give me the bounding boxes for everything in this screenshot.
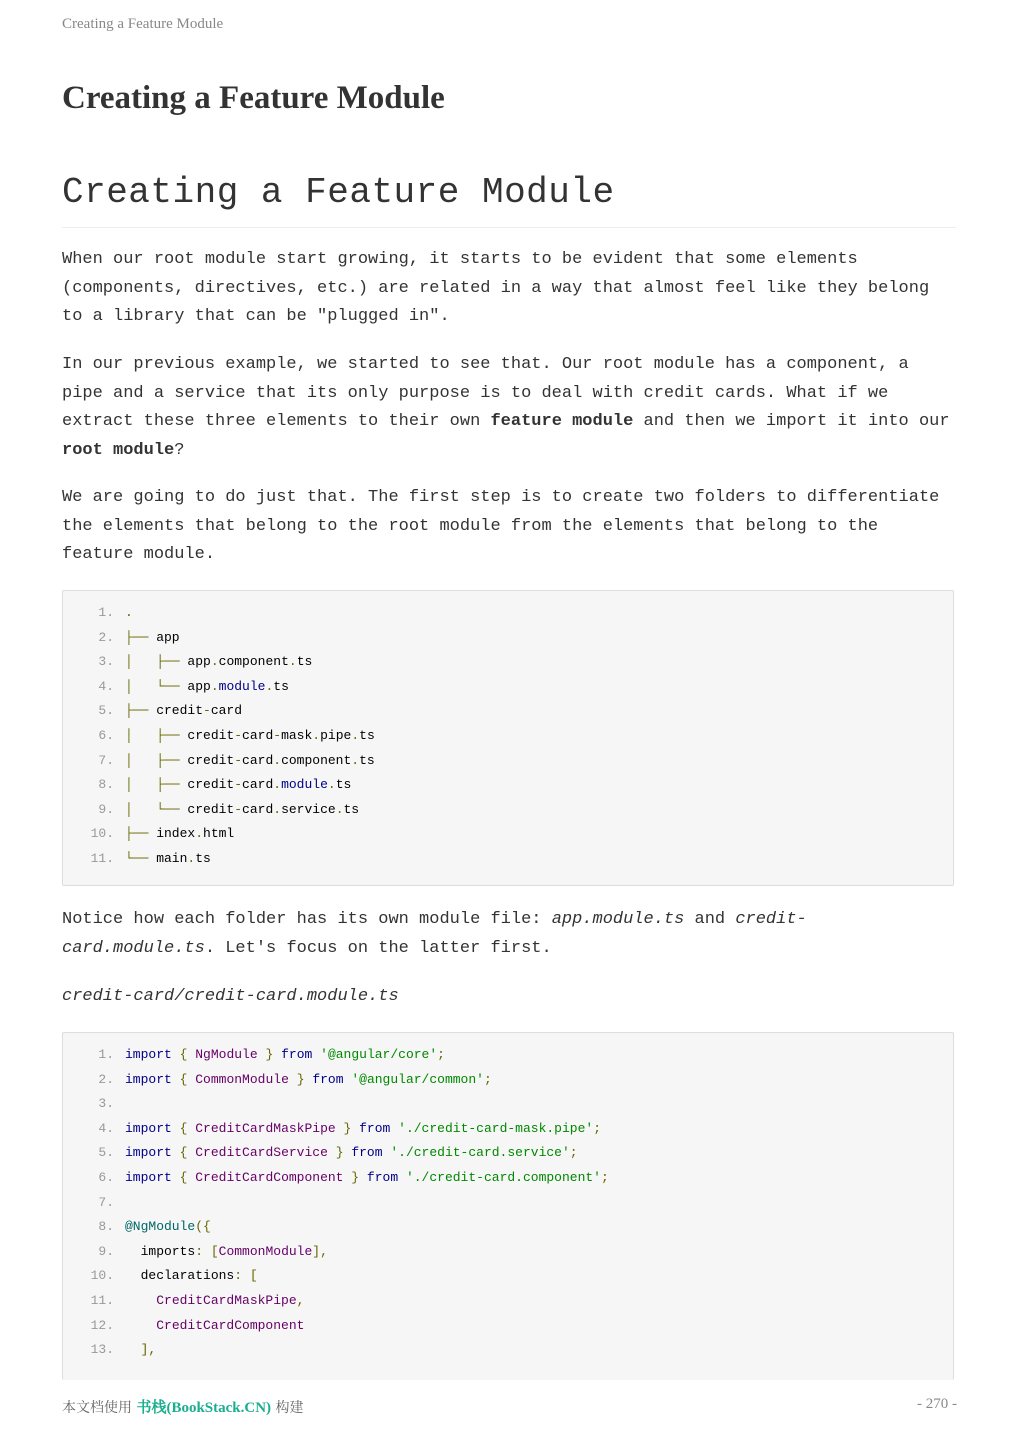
tree-line: [63, 749, 953, 774]
line-number: 8.: [98, 1219, 114, 1235]
text-span: and then we import it into our: [633, 412, 950, 431]
line-number: 12.: [90, 1317, 114, 1333]
line-number: 3.: [98, 654, 114, 670]
italic-app-module: app.module.ts: [551, 910, 685, 929]
tree-line: [63, 724, 953, 749]
line-number: 6.: [98, 727, 114, 743]
tree-line: [63, 675, 953, 700]
line-number: 13.: [90, 1342, 114, 1358]
paragraph-intro: When our root module start growing, it starts to be evident that some elements (components, directives, etc.) are related in a way that almost feel like they belong to a library that can be "plugged in".: [62, 250, 930, 326]
code-text: │ ├── credit-card.component.ts: [125, 752, 375, 768]
line-number: 9.: [98, 1243, 114, 1259]
footer-credit: [62, 1396, 304, 1417]
module-line: [63, 1068, 953, 1093]
code-text: └── main.ts: [125, 850, 211, 866]
line-number: 7.: [98, 1194, 114, 1210]
code-text: CreditCardMaskPipe,: [156, 1292, 305, 1308]
line-number: 4.: [98, 678, 114, 694]
tree-line: [63, 847, 953, 872]
module-line: [63, 1240, 953, 1265]
line-number: 6.: [98, 1169, 114, 1185]
code-text: import { CommonModule } from '@angular/common';: [125, 1071, 492, 1087]
italic-credit-card-module: credit-card.module.ts: [62, 910, 807, 958]
code-text: │ ├── credit-card-mask.pipe.ts: [125, 727, 375, 743]
page-title: Creating a Feature Module: [62, 80, 445, 116]
line-number: 5.: [98, 1145, 114, 1161]
line-number: 7.: [98, 752, 114, 768]
running-header: Creating a Feature Module: [62, 16, 224, 32]
line-number: 10.: [90, 1268, 114, 1284]
line-number: 10.: [90, 826, 114, 842]
text-span: and: [684, 910, 736, 929]
tree-line: [63, 699, 953, 724]
code-text: import { CreditCardComponent } from './credit-card.component';: [125, 1169, 609, 1185]
paragraph-module-files: [62, 906, 956, 963]
code-text: import { CreditCardService } from './credit-card.service';: [125, 1145, 578, 1161]
line-number: 11.: [90, 850, 114, 866]
module-line: [63, 1191, 953, 1216]
line-number: 2.: [98, 629, 114, 645]
code-text: │ ├── app.component.ts: [125, 654, 313, 670]
module-line: [63, 1338, 953, 1363]
line-number: 4.: [98, 1120, 114, 1136]
code-text: ├── credit-card: [125, 703, 243, 719]
module-line: [63, 1314, 953, 1339]
section-divider: [62, 227, 956, 228]
code-text: ],: [140, 1342, 157, 1358]
tree-line: [63, 601, 953, 626]
tree-line: [63, 626, 953, 651]
paragraph-previous-example: [62, 351, 956, 465]
code-text: CreditCardComponent: [156, 1317, 305, 1333]
module-line: [63, 1289, 953, 1314]
module-line: [63, 1092, 953, 1117]
tree-line: [63, 798, 953, 823]
code-text: import { CreditCardMaskPipe } from './credit-card-mask.pipe';: [125, 1120, 602, 1136]
text-span: ?: [174, 440, 185, 460]
code-text: declarations: [: [125, 1268, 258, 1284]
code-text: │ ├── credit-card.module.ts: [125, 777, 352, 793]
code-text: ├── app: [125, 629, 180, 645]
module-line: [63, 1264, 953, 1289]
line-number: 11.: [90, 1292, 114, 1308]
line-number: 3.: [98, 1096, 114, 1112]
code-text: import { NgModule } from '@angular/core';: [125, 1047, 445, 1062]
paragraph-first-step: We are going to do just that. The first step is to create two folders to differentiate the elements that belong to the root module from the elements that belong to the feature module.: [62, 488, 940, 564]
bold-root-module: root module: [62, 440, 175, 460]
file-caption-text: credit-card/credit-card.module.ts: [62, 987, 399, 1006]
page-number: - 270 -: [917, 1396, 957, 1412]
footer-suffix: 构建: [271, 1400, 304, 1416]
line-number: 1.: [98, 605, 114, 620]
bold-feature-module: feature module: [490, 412, 634, 431]
code-text: │ └── app.module.ts: [125, 678, 289, 694]
module-line: [63, 1141, 953, 1166]
text-span: In our previous example, we started to see that. Our root module has a component, a pipe and a service that its only purpose is to deal with credit cards. What if we extract these three elements to their own: [62, 355, 909, 431]
module-line: [63, 1117, 953, 1142]
tree-line: [63, 773, 953, 798]
code-text: │ └── credit-card.service.ts: [125, 801, 360, 817]
line-number: 1.: [98, 1047, 114, 1062]
text-span: Notice how each folder has its own module file:: [62, 910, 552, 929]
file-caption: [62, 983, 956, 1012]
line-number: 2.: [98, 1071, 114, 1087]
tree-line: [63, 822, 953, 847]
line-number: 8.: [98, 777, 114, 793]
line-number: 9.: [98, 801, 114, 817]
text-span: . Let's focus on the latter first.: [204, 938, 552, 958]
code-text: imports: [CommonModule],: [125, 1243, 328, 1259]
section-title: Creating a Feature Module: [62, 172, 615, 213]
module-line: [63, 1043, 953, 1068]
module-line: [63, 1166, 953, 1191]
module-line: [63, 1215, 953, 1240]
code-text: .: [125, 605, 133, 620]
module-code-block: [62, 1032, 954, 1380]
line-number: 5.: [98, 703, 114, 719]
folder-tree-code-block: [62, 590, 954, 886]
footer-brand-link[interactable]: 书栈(BookStack.CN): [136, 1400, 272, 1416]
tree-line: [63, 650, 953, 675]
code-text: ├── index.html: [125, 826, 235, 842]
code-text: @NgModule({: [125, 1219, 211, 1235]
footer-prefix: 本文档使用: [62, 1400, 137, 1416]
